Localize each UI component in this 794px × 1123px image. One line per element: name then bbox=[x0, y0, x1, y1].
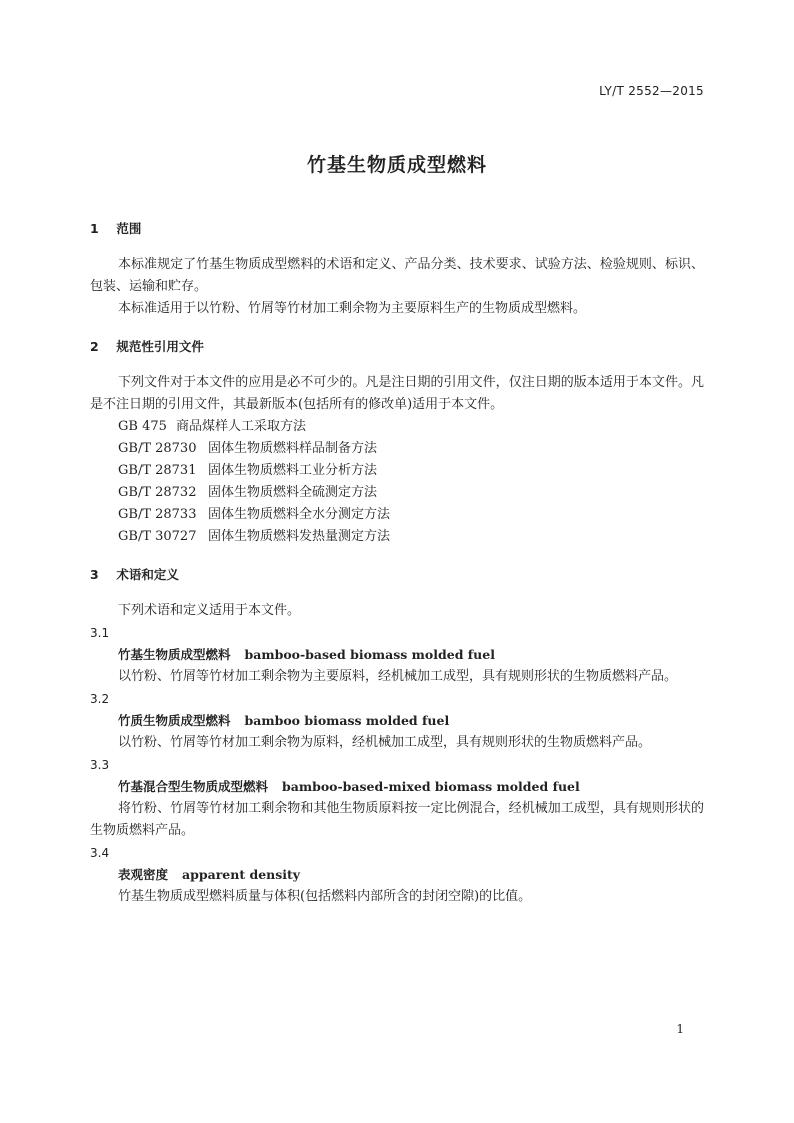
reference-item bbox=[118, 438, 704, 460]
reference-item bbox=[118, 526, 704, 548]
scope-paragraph-2: 本标准适用于以竹粉、竹屑等竹材加工剩余物为主要原料生产的生物质成型燃料。 bbox=[118, 301, 587, 316]
document-body bbox=[90, 218, 704, 908]
document-code: LY/T 2552—2015 bbox=[599, 84, 704, 98]
scope-paragraph-1: 本标准规定了竹基生物质成型燃料的术语和定义、产品分类、技术要求、试验方法、检验规则、标识、包装、运输和贮存。 bbox=[90, 257, 704, 294]
reference-item bbox=[118, 416, 704, 438]
term-name-en: bamboo-based biomass molded fuel bbox=[244, 647, 495, 662]
section-number: 1 bbox=[90, 221, 99, 236]
term-name bbox=[118, 710, 704, 732]
page-number: 1 bbox=[676, 1022, 684, 1036]
reference-item bbox=[118, 460, 704, 482]
term-name bbox=[118, 776, 704, 798]
term-name bbox=[118, 644, 704, 666]
section-title: 范围 bbox=[116, 221, 142, 236]
reference-code: GB/T 28733 bbox=[118, 507, 197, 522]
term-number: 3.1 bbox=[90, 626, 110, 640]
reference-title: 固体生物质燃料全硫测定方法 bbox=[208, 485, 378, 500]
section-number: 3 bbox=[90, 567, 99, 582]
term-name-zh: 竹基生物质成型燃料 bbox=[118, 647, 231, 662]
reference-code: GB/T 28730 bbox=[118, 441, 197, 456]
reference-code: GB/T 28731 bbox=[118, 463, 197, 478]
reference-title: 固体生物质燃料样品制备方法 bbox=[208, 441, 378, 456]
section-number: 2 bbox=[90, 339, 99, 354]
section-heading-references bbox=[90, 336, 704, 358]
term-name-zh: 竹质生物质成型燃料 bbox=[118, 713, 231, 728]
page-title: 竹基生物质成型燃料 bbox=[306, 154, 487, 176]
reference-code: GB 475 bbox=[118, 419, 167, 434]
reference-item bbox=[118, 504, 704, 526]
term-definition: 竹基生物质成型燃料质量与体积(包括燃料内部所含的封闭空隙)的比值。 bbox=[118, 889, 532, 904]
terms-intro: 下列术语和定义适用于本文件。 bbox=[118, 603, 301, 618]
section-title: 术语和定义 bbox=[116, 567, 179, 582]
term-name-zh: 竹基混合型生物质成型燃料 bbox=[118, 779, 269, 794]
term-definition: 将竹粉、竹屑等竹材加工剩余物和其他生物质原料按一定比例混合，经机械加工成型，具有规则形状的生物质燃料产品。 bbox=[90, 801, 704, 838]
term-name-en: bamboo-based-mixed biomass molded fuel bbox=[282, 779, 580, 794]
term-number: 3.3 bbox=[90, 758, 110, 772]
references-intro: 下列文件对于本文件的应用是必不可少的。凡是注日期的引用文件，仅注日期的版本适用于本文件。凡是不注日期的引用文件，其最新版本(包括所有的修改单)适用于本文件。 bbox=[90, 375, 704, 412]
term-number: 3.4 bbox=[90, 846, 110, 860]
reference-code: GB/T 28732 bbox=[118, 485, 197, 500]
reference-code: GB/T 30727 bbox=[118, 529, 197, 544]
reference-item bbox=[118, 482, 704, 504]
term-definition: 以竹粉、竹屑等竹材加工剩余物为主要原料，经机械加工成型，具有规则形状的生物质燃料产品。 bbox=[118, 669, 678, 684]
section-heading-terms bbox=[90, 564, 704, 586]
reference-title: 固体生物质燃料发热量测定方法 bbox=[208, 529, 391, 544]
section-title: 规范性引用文件 bbox=[116, 339, 204, 354]
term-name-zh: 表观密度 bbox=[118, 867, 169, 882]
section-heading-scope bbox=[90, 218, 704, 240]
term-definition: 以竹粉、竹屑等竹材加工剩余物为原料，经机械加工成型，具有规则形状的生物质燃料产品。 bbox=[118, 735, 652, 750]
reference-title: 固体生物质燃料工业分析方法 bbox=[208, 463, 378, 478]
term-name-en: apparent density bbox=[182, 867, 301, 882]
term-name-en: bamboo biomass molded fuel bbox=[244, 713, 450, 728]
term-number: 3.2 bbox=[90, 692, 110, 706]
reference-title: 商品煤样人工采取方法 bbox=[176, 419, 307, 434]
term-name bbox=[118, 864, 704, 886]
reference-title: 固体生物质燃料全水分测定方法 bbox=[208, 507, 391, 522]
